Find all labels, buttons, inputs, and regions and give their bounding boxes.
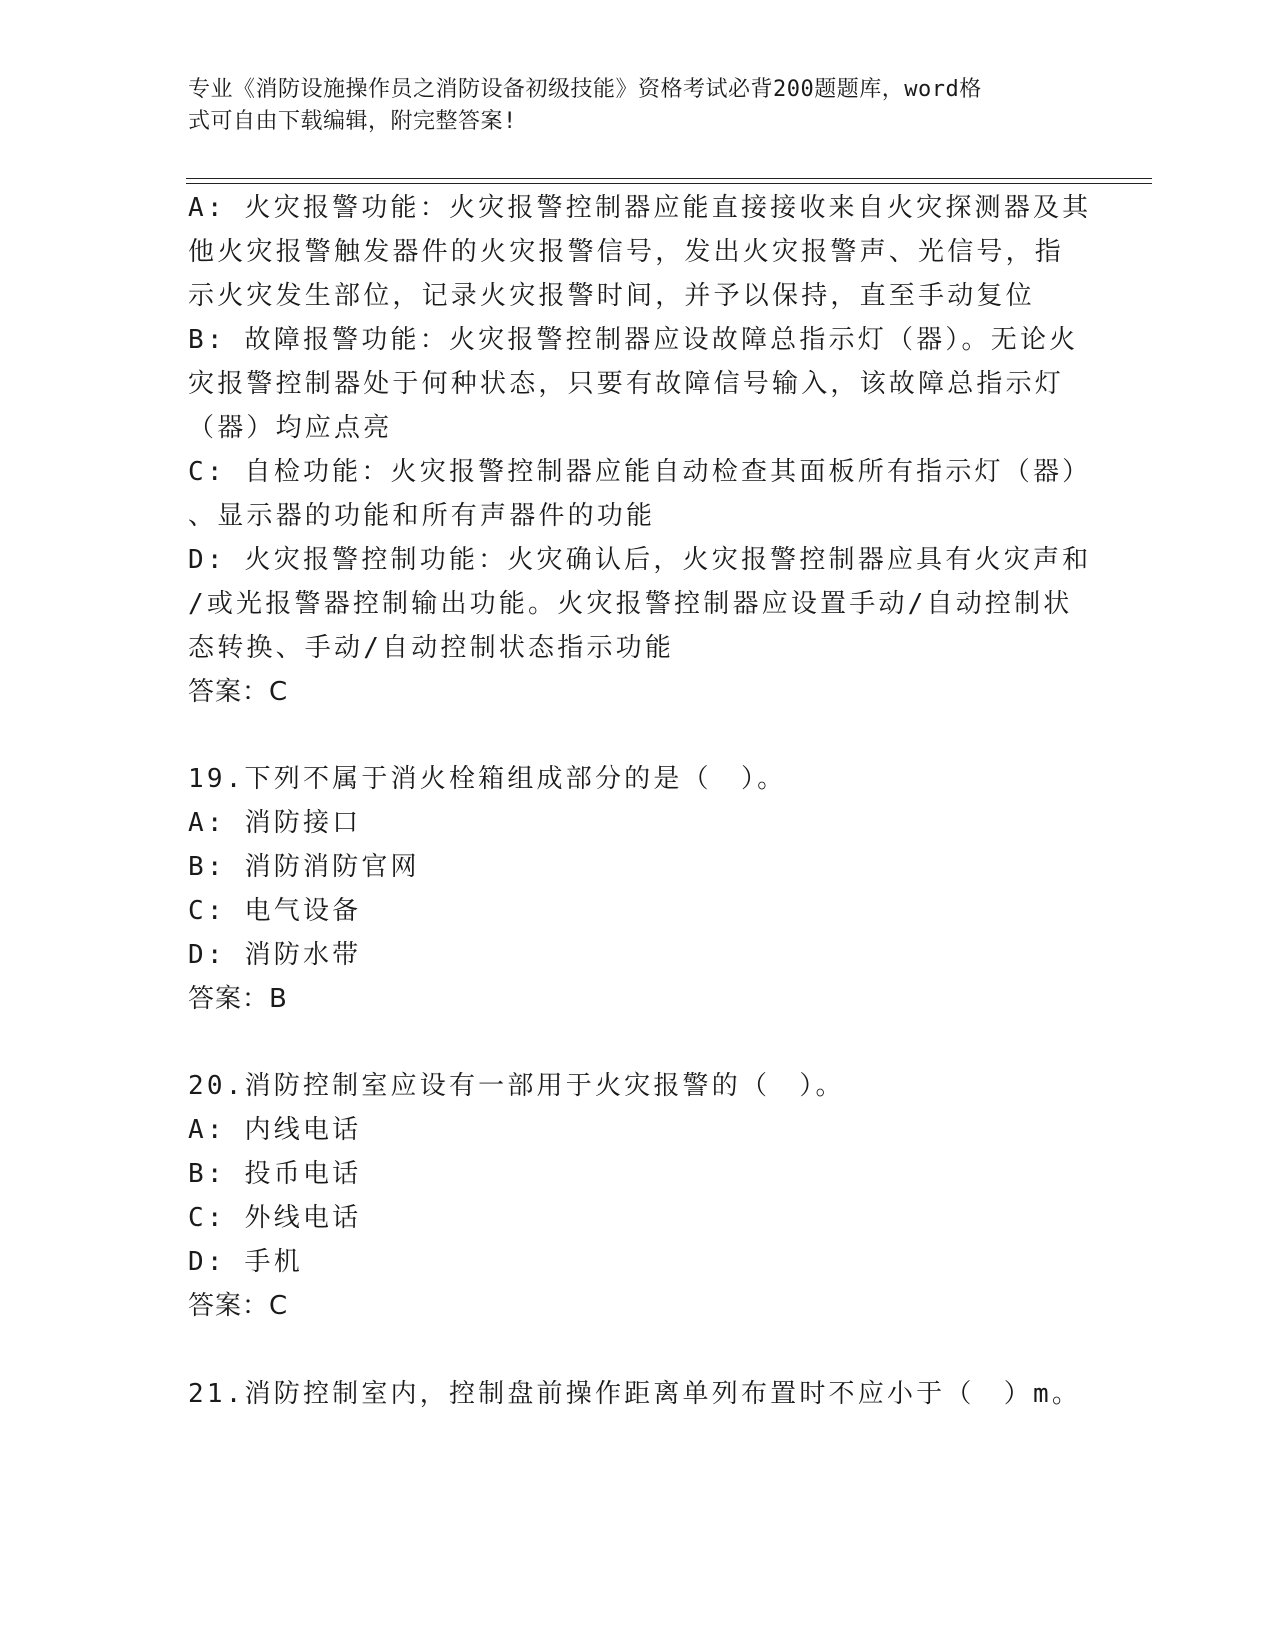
q18-option-c-line-1: C: 自检功能：火灾报警控制器应能自动检查其面板所有指示灯（器） <box>188 457 1092 487</box>
q18-option-b-line-2: 灾报警控制器处于何种状态，只要有故障信号输入，该故障总指示灯 <box>188 369 1065 399</box>
q19-option-c: C: 电气设备 <box>188 896 362 926</box>
q20-option-d: D: 手机 <box>188 1247 303 1277</box>
q20-option-b: B: 投币电话 <box>188 1159 362 1189</box>
q18-option-a-line-2: 他火灾报警触发器件的火灾报警信号，发出火灾报警声、光信号，指 <box>188 237 1065 267</box>
q20-option-c: C: 外线电话 <box>188 1203 362 1233</box>
q18-option-a-line-1: A: 火灾报警功能：火灾报警控制器应能直接接收来自火灾探测器及其 <box>188 193 1092 223</box>
document-header <box>188 74 1068 138</box>
q18-option-b-line-3: （器）均应点亮 <box>188 413 393 443</box>
q18-answer: 答案：C <box>188 677 289 707</box>
q18-option-c-line-2: 、显示器的功能和所有声器件的功能 <box>188 501 656 531</box>
q19-question: 19.下列不属于消火栓箱组成部分的是（ ）。 <box>188 764 787 794</box>
q18-option-d-line-3: 态转换、手动/自动控制状态指示功能 <box>188 633 675 663</box>
header-divider-bottom <box>186 183 1152 184</box>
q19-option-b: B: 消防消防官网 <box>188 852 420 882</box>
q20-answer: 答案：C <box>188 1291 289 1321</box>
q18-option-a-line-3: 示火灾发生部位，记录火灾报警时间，并予以保持，直至手动复位 <box>188 281 1035 311</box>
q21-question: 21.消防控制室内，控制盘前操作距离单列布置时不应小于（ ）m。 <box>188 1379 1082 1409</box>
q18-option-b-line-1: B: 故障报警功能：火灾报警控制器应设故障总指示灯（器）。无论火 <box>188 325 1079 355</box>
q20-question: 20.消防控制室应设有一部用于火灾报警的（ ）。 <box>188 1071 845 1101</box>
q19-option-d: D: 消防水带 <box>188 940 362 970</box>
q18-option-d-line-2: /或光报警器控制输出功能。火灾报警控制器应设置手动/自动控制状 <box>188 589 1073 619</box>
q19-answer: 答案：B <box>188 984 288 1014</box>
q18-option-d-line-1: D: 火灾报警控制功能：火灾确认后，火灾报警控制器应具有火灾声和 <box>188 545 1092 575</box>
q19-option-a: A: 消防接口 <box>188 808 362 838</box>
header-line-1: 专业《消防设施操作员之消防设备初级技能》资格考试必背200题题库，word格 <box>188 77 982 102</box>
header-line-2: 式可自由下载编辑，附完整答案! <box>188 109 517 134</box>
header-divider-top <box>186 178 1152 179</box>
q20-option-a: A: 内线电话 <box>188 1115 362 1145</box>
